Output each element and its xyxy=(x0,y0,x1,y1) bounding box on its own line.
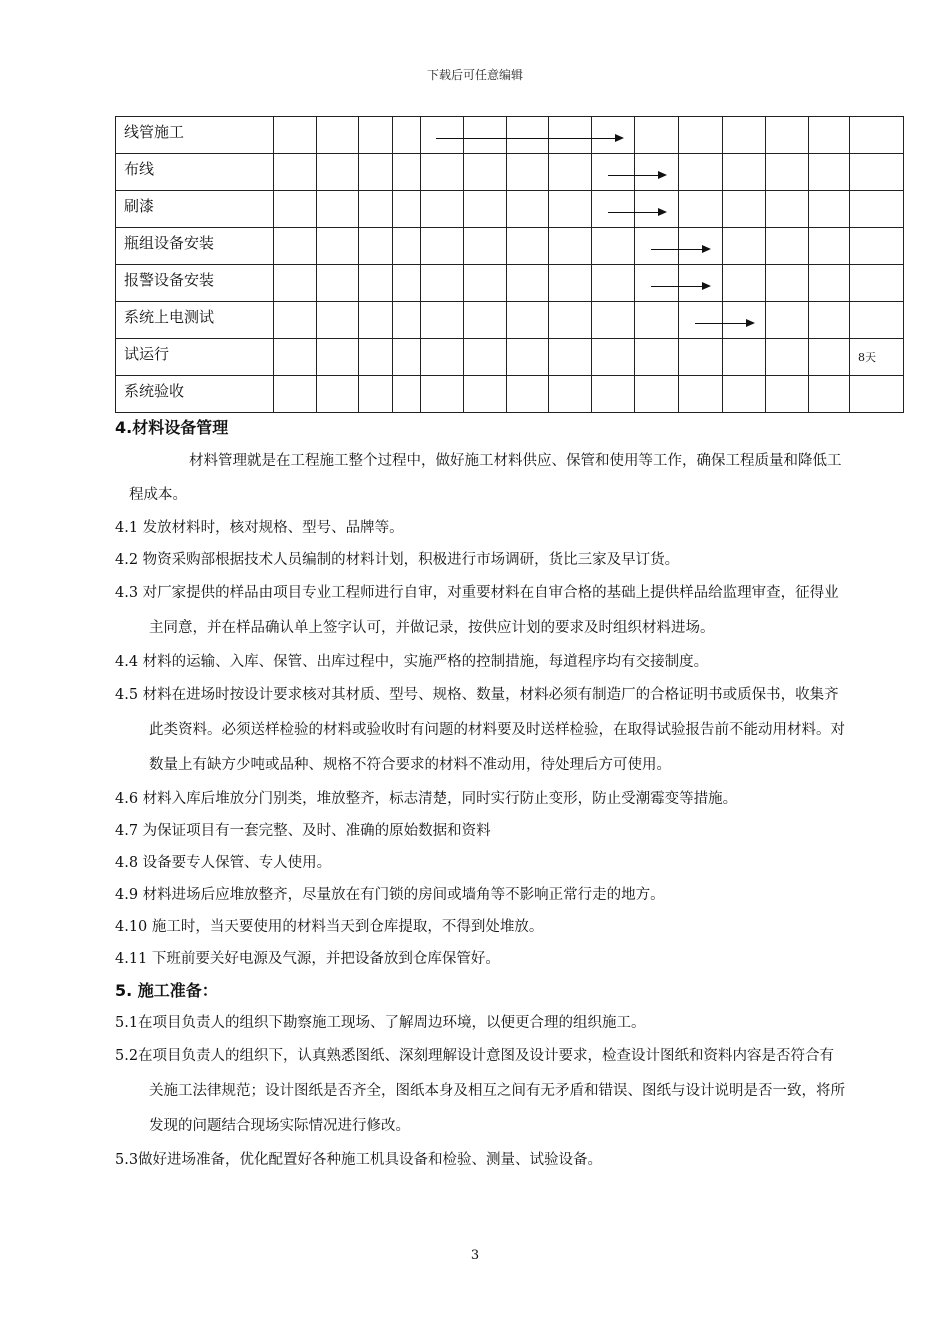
section-4-item: 4.9 材料进场后应堆放整齐，尽量放在有门锁的房间或墙角等不影响正常行走的地方。 xyxy=(115,887,665,903)
schedule-cell xyxy=(421,117,464,154)
schedule-cell xyxy=(809,265,850,302)
schedule-cell xyxy=(464,228,507,265)
schedule-task: 线管施工 xyxy=(116,117,274,154)
schedule-cell xyxy=(317,228,359,265)
schedule-cell xyxy=(809,302,850,339)
section-4-item: 4.3 对厂家提供的样品由项目专业工程师进行自审，对重要材料在自审合格的基础上提供样品给监理审查，征得业主同意，并在样品确认单上签字认可，并做记录，按供应计划的要求及时组织材料进场。 xyxy=(115,585,839,636)
schedule-cell xyxy=(766,191,809,228)
section-4-item: 4.6 材料入库后堆放分门别类，堆放整齐，标志清楚，同时实行防止变形，防止受潮霉变等措施。 xyxy=(115,791,738,807)
schedule-task: 试运行 xyxy=(116,339,274,376)
schedule-cell xyxy=(635,117,679,154)
schedule-cell xyxy=(507,265,549,302)
schedule-task: 系统上电测试 xyxy=(116,302,274,339)
schedule-row xyxy=(116,191,904,228)
schedule-cell xyxy=(421,191,464,228)
schedule-cell xyxy=(635,376,679,413)
schedule-cell xyxy=(359,191,393,228)
schedule-cell xyxy=(850,376,904,413)
schedule-cell xyxy=(679,154,723,191)
schedule-cell xyxy=(317,117,359,154)
schedule-cell xyxy=(359,228,393,265)
schedule-cell xyxy=(317,191,359,228)
schedule-cell xyxy=(850,265,904,302)
section-4-item: 4.7 为保证项目有一套完整、及时、准确的原始数据和资料 xyxy=(115,823,491,839)
schedule-task: 报警设备安装 xyxy=(116,265,274,302)
schedule-cell xyxy=(464,191,507,228)
schedule-cell xyxy=(850,302,904,339)
schedule-cell xyxy=(679,265,723,302)
schedule-cell xyxy=(723,376,766,413)
schedule-cell xyxy=(635,228,679,265)
schedule-cell xyxy=(507,117,549,154)
schedule-cell xyxy=(359,302,393,339)
schedule-cell xyxy=(274,228,317,265)
schedule-cell xyxy=(809,228,850,265)
schedule-cell xyxy=(809,339,850,376)
schedule-cell xyxy=(393,339,421,376)
schedule-cell xyxy=(850,154,904,191)
schedule-arrow xyxy=(651,249,709,250)
schedule-cell xyxy=(274,265,317,302)
page-number: 3 xyxy=(470,1248,480,1263)
schedule-cell xyxy=(809,154,850,191)
schedule-cell xyxy=(507,154,549,191)
schedule-cell xyxy=(723,191,766,228)
schedule-cell xyxy=(635,265,679,302)
schedule-cell xyxy=(679,117,723,154)
schedule-cell xyxy=(393,302,421,339)
schedule-cell xyxy=(850,339,904,376)
schedule-cell xyxy=(592,228,635,265)
schedule-cell xyxy=(507,302,549,339)
section-4-item: 4.10 施工时，当天要使用的材料当天到仓库提取，不得到处堆放。 xyxy=(115,919,544,935)
schedule-task: 布线 xyxy=(116,154,274,191)
schedule-task: 刷漆 xyxy=(116,191,274,228)
schedule-cell xyxy=(635,154,679,191)
schedule-cell xyxy=(679,191,723,228)
schedule-cell xyxy=(549,191,592,228)
schedule-cell xyxy=(592,265,635,302)
schedule-cell xyxy=(549,265,592,302)
schedule-cell xyxy=(274,191,317,228)
schedule-cell xyxy=(592,302,635,339)
main-content xyxy=(115,412,845,1176)
section-4-intro: 材料管理就是在工程施工整个过程中，做好施工材料供应、保管和使用等工作，确保工程质量和降低工程成本。 xyxy=(129,453,842,503)
schedule-cell xyxy=(421,302,464,339)
page-header: 下载后可任意编辑 xyxy=(426,68,523,82)
schedule-cell xyxy=(274,339,317,376)
schedule-cell xyxy=(549,228,592,265)
schedule-cell xyxy=(464,302,507,339)
schedule-row xyxy=(116,339,904,376)
schedule-cell xyxy=(421,154,464,191)
schedule-row xyxy=(116,228,904,265)
section-5-item: 5.3做好进场准备，优化配置好各种施工机具设备和检验、测量、试验设备。 xyxy=(115,1152,603,1168)
schedule-cell xyxy=(766,339,809,376)
schedule-cell xyxy=(635,302,679,339)
schedule-cell xyxy=(850,228,904,265)
schedule-cell xyxy=(507,191,549,228)
schedule-cell xyxy=(274,154,317,191)
schedule-cell xyxy=(464,376,507,413)
schedule-row xyxy=(116,376,904,413)
schedule-cell xyxy=(592,191,635,228)
schedule-cell xyxy=(464,117,507,154)
section-4-item: 4.11 下班前要关好电源及气源，并把设备放到仓库保管好。 xyxy=(115,951,500,967)
schedule-cell xyxy=(359,154,393,191)
schedule-cell xyxy=(809,376,850,413)
schedule-note: 8天 xyxy=(858,351,876,364)
schedule-row xyxy=(116,265,904,302)
schedule-task: 系统验收 xyxy=(116,376,274,413)
schedule-cell xyxy=(317,339,359,376)
schedule-cell xyxy=(809,191,850,228)
schedule-cell xyxy=(464,154,507,191)
schedule-cell xyxy=(592,339,635,376)
schedule-cell xyxy=(359,376,393,413)
schedule-cell xyxy=(723,302,766,339)
schedule-cell xyxy=(809,117,850,154)
schedule-cell xyxy=(393,154,421,191)
schedule-cell xyxy=(464,339,507,376)
schedule-cell xyxy=(507,376,549,413)
schedule-cell xyxy=(549,376,592,413)
schedule-cell xyxy=(393,265,421,302)
schedule-cell xyxy=(592,154,635,191)
schedule-task: 瓶组设备安装 xyxy=(116,228,274,265)
schedule-cell xyxy=(393,191,421,228)
schedule-cell xyxy=(723,154,766,191)
schedule-cell xyxy=(274,117,317,154)
schedule-cell xyxy=(723,228,766,265)
schedule-cell xyxy=(274,302,317,339)
schedule-cell xyxy=(723,265,766,302)
schedule-cell xyxy=(850,117,904,154)
schedule-cell xyxy=(766,376,809,413)
schedule-cell xyxy=(766,228,809,265)
section-4-item: 4.5 材料在进场时按设计要求核对其材质、型号、规格、数量，材料必须有制造厂的合格证明书或质保书，收集齐此类资料。必须送样检验的材料或验收时有问题的材料要及时送样检验，在取得试验报告前不能动用材料。对数量上有缺方少吨或品种、规格不符合要求的材料不准动用，待处理后方可使用。 xyxy=(115,687,845,773)
schedule-cell xyxy=(549,339,592,376)
schedule-cell xyxy=(507,339,549,376)
schedule-table xyxy=(115,116,904,413)
section-5-item: 5.2在项目负责人的组织下，认真熟悉图纸、深刻理解设计意图及设计要求，检查设计图纸和资料内容是否符合有关施工法律规范；设计图纸是否齐全，图纸本身及相互之间有无矛盾和错误、图纸与设计说明是否一致，将所发现的问题结合现场实际情况进行修改。 xyxy=(115,1048,845,1134)
schedule-cell xyxy=(464,265,507,302)
schedule-arrow xyxy=(608,175,665,176)
schedule-cell xyxy=(507,228,549,265)
schedule-arrow xyxy=(651,286,709,287)
section-4-item: 4.1 发放材料时，核对规格、型号、品牌等。 xyxy=(115,520,404,536)
schedule-cell xyxy=(549,117,592,154)
schedule-cell xyxy=(359,265,393,302)
section-4-title: 4.材料设备管理 xyxy=(115,418,229,437)
schedule-cell xyxy=(393,228,421,265)
schedule-arrow xyxy=(695,323,753,324)
section-4-item: 4.4 材料的运输、入库、保管、出库过程中，实施严格的控制措施，每道程序均有交接制度。 xyxy=(115,654,709,670)
schedule-cell xyxy=(393,117,421,154)
schedule-cell xyxy=(317,302,359,339)
schedule-row xyxy=(116,117,904,154)
schedule-cell xyxy=(766,117,809,154)
schedule-cell xyxy=(317,154,359,191)
schedule-cell xyxy=(723,117,766,154)
schedule-cell xyxy=(679,376,723,413)
schedule-cell xyxy=(393,376,421,413)
schedule-cell xyxy=(421,228,464,265)
section-4-item: 4.8 设备要专人保管、专人使用。 xyxy=(115,855,332,871)
schedule-arrow xyxy=(608,212,665,213)
schedule-cell xyxy=(635,191,679,228)
schedule-row xyxy=(116,154,904,191)
schedule-cell xyxy=(635,339,679,376)
schedule-cell xyxy=(850,191,904,228)
schedule-cell xyxy=(723,339,766,376)
schedule-cell xyxy=(421,339,464,376)
schedule-cell xyxy=(679,339,723,376)
section-5-item: 5.1在项目负责人的组织下勘察施工现场、了解周边环境，以便更合理的组织施工。 xyxy=(115,1015,646,1031)
schedule-cell xyxy=(592,376,635,413)
schedule-cell xyxy=(592,117,635,154)
section-5-title: 5. 施工准备： xyxy=(115,981,218,1000)
schedule-cell xyxy=(549,302,592,339)
schedule-cell xyxy=(549,154,592,191)
schedule-cell xyxy=(766,302,809,339)
schedule-arrow xyxy=(436,138,622,139)
schedule-cell xyxy=(359,117,393,154)
schedule-cell xyxy=(317,265,359,302)
schedule-row xyxy=(116,302,904,339)
schedule-cell xyxy=(274,376,317,413)
schedule-cell xyxy=(766,154,809,191)
schedule-cell xyxy=(317,376,359,413)
schedule-cell xyxy=(421,265,464,302)
schedule-cell xyxy=(766,265,809,302)
schedule-cell xyxy=(421,376,464,413)
schedule-cell xyxy=(679,228,723,265)
schedule-cell xyxy=(679,302,723,339)
section-4-item: 4.2 物资采购部根据技术人员编制的材料计划，积极进行市场调研，货比三家及早订货。 xyxy=(115,552,680,568)
schedule-cell xyxy=(359,339,393,376)
